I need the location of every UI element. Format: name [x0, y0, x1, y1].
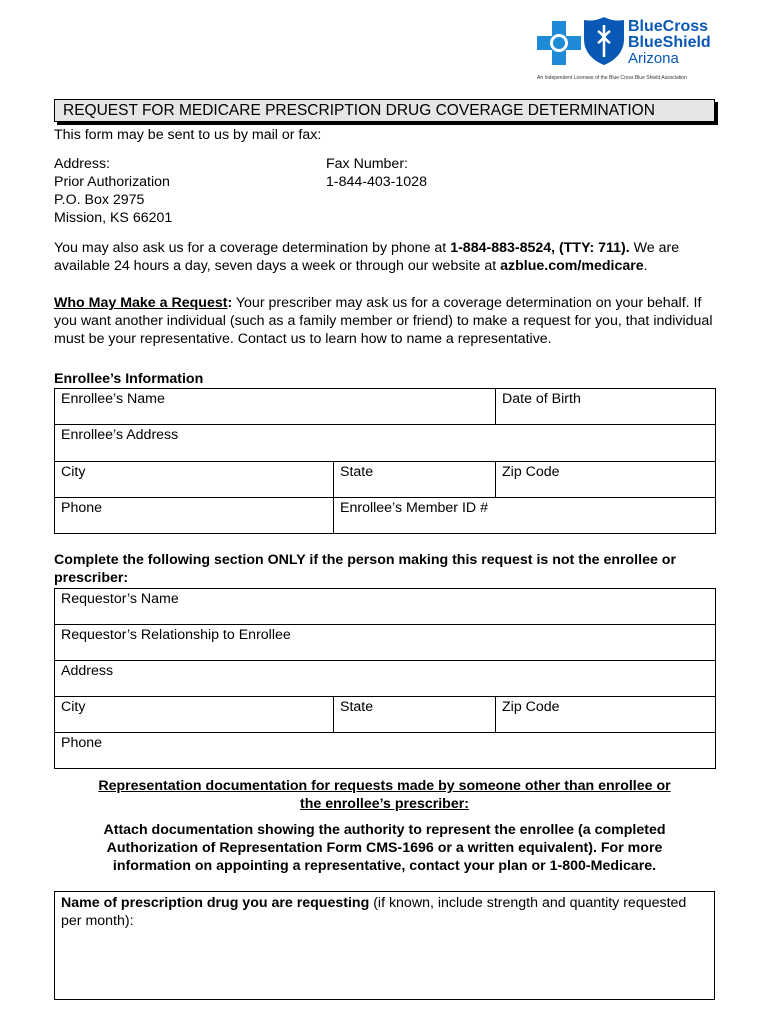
enrollee-zip-field[interactable] [496, 462, 716, 498]
requestor-relationship-field[interactable] [55, 625, 716, 661]
enrollee-member-id-label: Enrollee’s Member ID # [340, 500, 488, 516]
address-label: Address: [54, 156, 110, 172]
drug-label-rest: (if known, include strength and quantity requested per month): [61, 895, 687, 929]
logo-line-bluecross: BlueCross [628, 18, 709, 35]
address-line-1: Prior Authorization [54, 174, 170, 190]
enrollee-address-field[interactable] [55, 425, 716, 462]
requestor-name-field[interactable] [55, 589, 716, 625]
requestor-state-field[interactable] [334, 697, 496, 733]
enrollee-city-field[interactable] [55, 462, 334, 498]
who-colon: : [227, 295, 233, 311]
address-line-2: P.O. Box 2975 [54, 192, 145, 208]
representation-body: Attach documentation showing the authority to represent the enrollee (a completed Authorization of Representation Form CMS-1696 or a written equivalent). For more information on appointing a representative, contact your plan or 1-800-Medicare. [103, 822, 666, 874]
enrollee-address-label: Enrollee’s Address [61, 427, 179, 443]
requestor-table [54, 588, 716, 769]
requestor-state-label: State [340, 699, 374, 715]
blue-shield-icon [584, 17, 624, 65]
enrollee-dob-field[interactable] [496, 389, 716, 425]
enrollee-phone-label: Phone [61, 500, 103, 516]
website-link[interactable]: azblue.com/medicare [500, 258, 644, 274]
enrollee-name-label: Enrollee’s Name [61, 391, 165, 407]
requestor-city-label: City [61, 699, 86, 715]
logo-tagline: An Independent Licensee of the Blue Cross Blue Shield Association [537, 75, 687, 81]
logo-line-blueshield: BlueShield [628, 34, 711, 51]
requestor-relationship-label: Requestor’s Relationship to Enrollee [61, 627, 291, 643]
enrollee-state-label: State [340, 464, 374, 480]
requestor-address-field[interactable] [55, 661, 716, 697]
phone-para-pre: You may also ask us for a coverage determination by phone at [54, 240, 451, 256]
intro-text: This form may be sent to us by mail or fax: [54, 127, 322, 143]
who-paragraph [54, 294, 719, 348]
enrollee-city-label: City [61, 464, 86, 480]
requestor-city-field[interactable] [55, 697, 334, 733]
fax-label: Fax Number: [326, 156, 408, 172]
drug-name-field[interactable] [54, 891, 715, 1000]
form-title: REQUEST FOR MEDICARE PRESCRIPTION DRUG COVERAGE DETERMINATION [54, 99, 715, 122]
enrollee-heading: Enrollee’s Information [54, 371, 204, 387]
enrollee-phone-field[interactable] [55, 498, 334, 534]
bcbs-logo [537, 17, 717, 87]
phone-para-mid: We are available 24 hours a day, seven days a week or through our website at [54, 240, 680, 274]
drug-label-bold: Name of prescription drug you are requesting [61, 895, 370, 911]
requestor-address-label: Address [61, 663, 114, 679]
enrollee-table [54, 388, 716, 534]
fax-number: 1-844-403-1028 [326, 174, 427, 190]
enrollee-member-id-field[interactable] [334, 498, 716, 534]
logo-line-arizona: Arizona [628, 50, 679, 67]
address-line-3: Mission, KS 66201 [54, 210, 173, 226]
requestor-phone-label: Phone [61, 735, 103, 751]
requestor-phone-field[interactable] [55, 733, 716, 769]
enrollee-name-field[interactable] [55, 389, 496, 425]
who-body: Your prescriber may ask us for a coverage determination on your behalf. If you want another individual (such as a family member or friend) to make a request for you, that individual must be your representative. Contact us to learn how to name a representative. [54, 295, 713, 347]
requestor-zip-label: Zip Code [502, 699, 560, 715]
enrollee-dob-label: Date of Birth [502, 391, 581, 407]
blue-cross-icon [537, 21, 581, 65]
phone-para-post: . [643, 258, 648, 274]
phone-number: 1-884-883-8524, (TTY: 711). [450, 240, 630, 256]
requestor-name-label: Requestor’s Name [61, 591, 179, 607]
enrollee-state-field[interactable] [334, 462, 496, 498]
requestor-heading: Complete the following section ONLY if the person making this request is not the enrollee or prescriber: [54, 552, 676, 586]
who-heading: Who May Make a Request [54, 295, 228, 311]
enrollee-zip-label: Zip Code [502, 464, 560, 480]
requestor-zip-field[interactable] [496, 697, 716, 733]
representation-heading: Representation documentation for requests made by someone other than enrollee or the enrollee’s prescriber: [98, 778, 671, 812]
phone-paragraph [54, 239, 719, 275]
